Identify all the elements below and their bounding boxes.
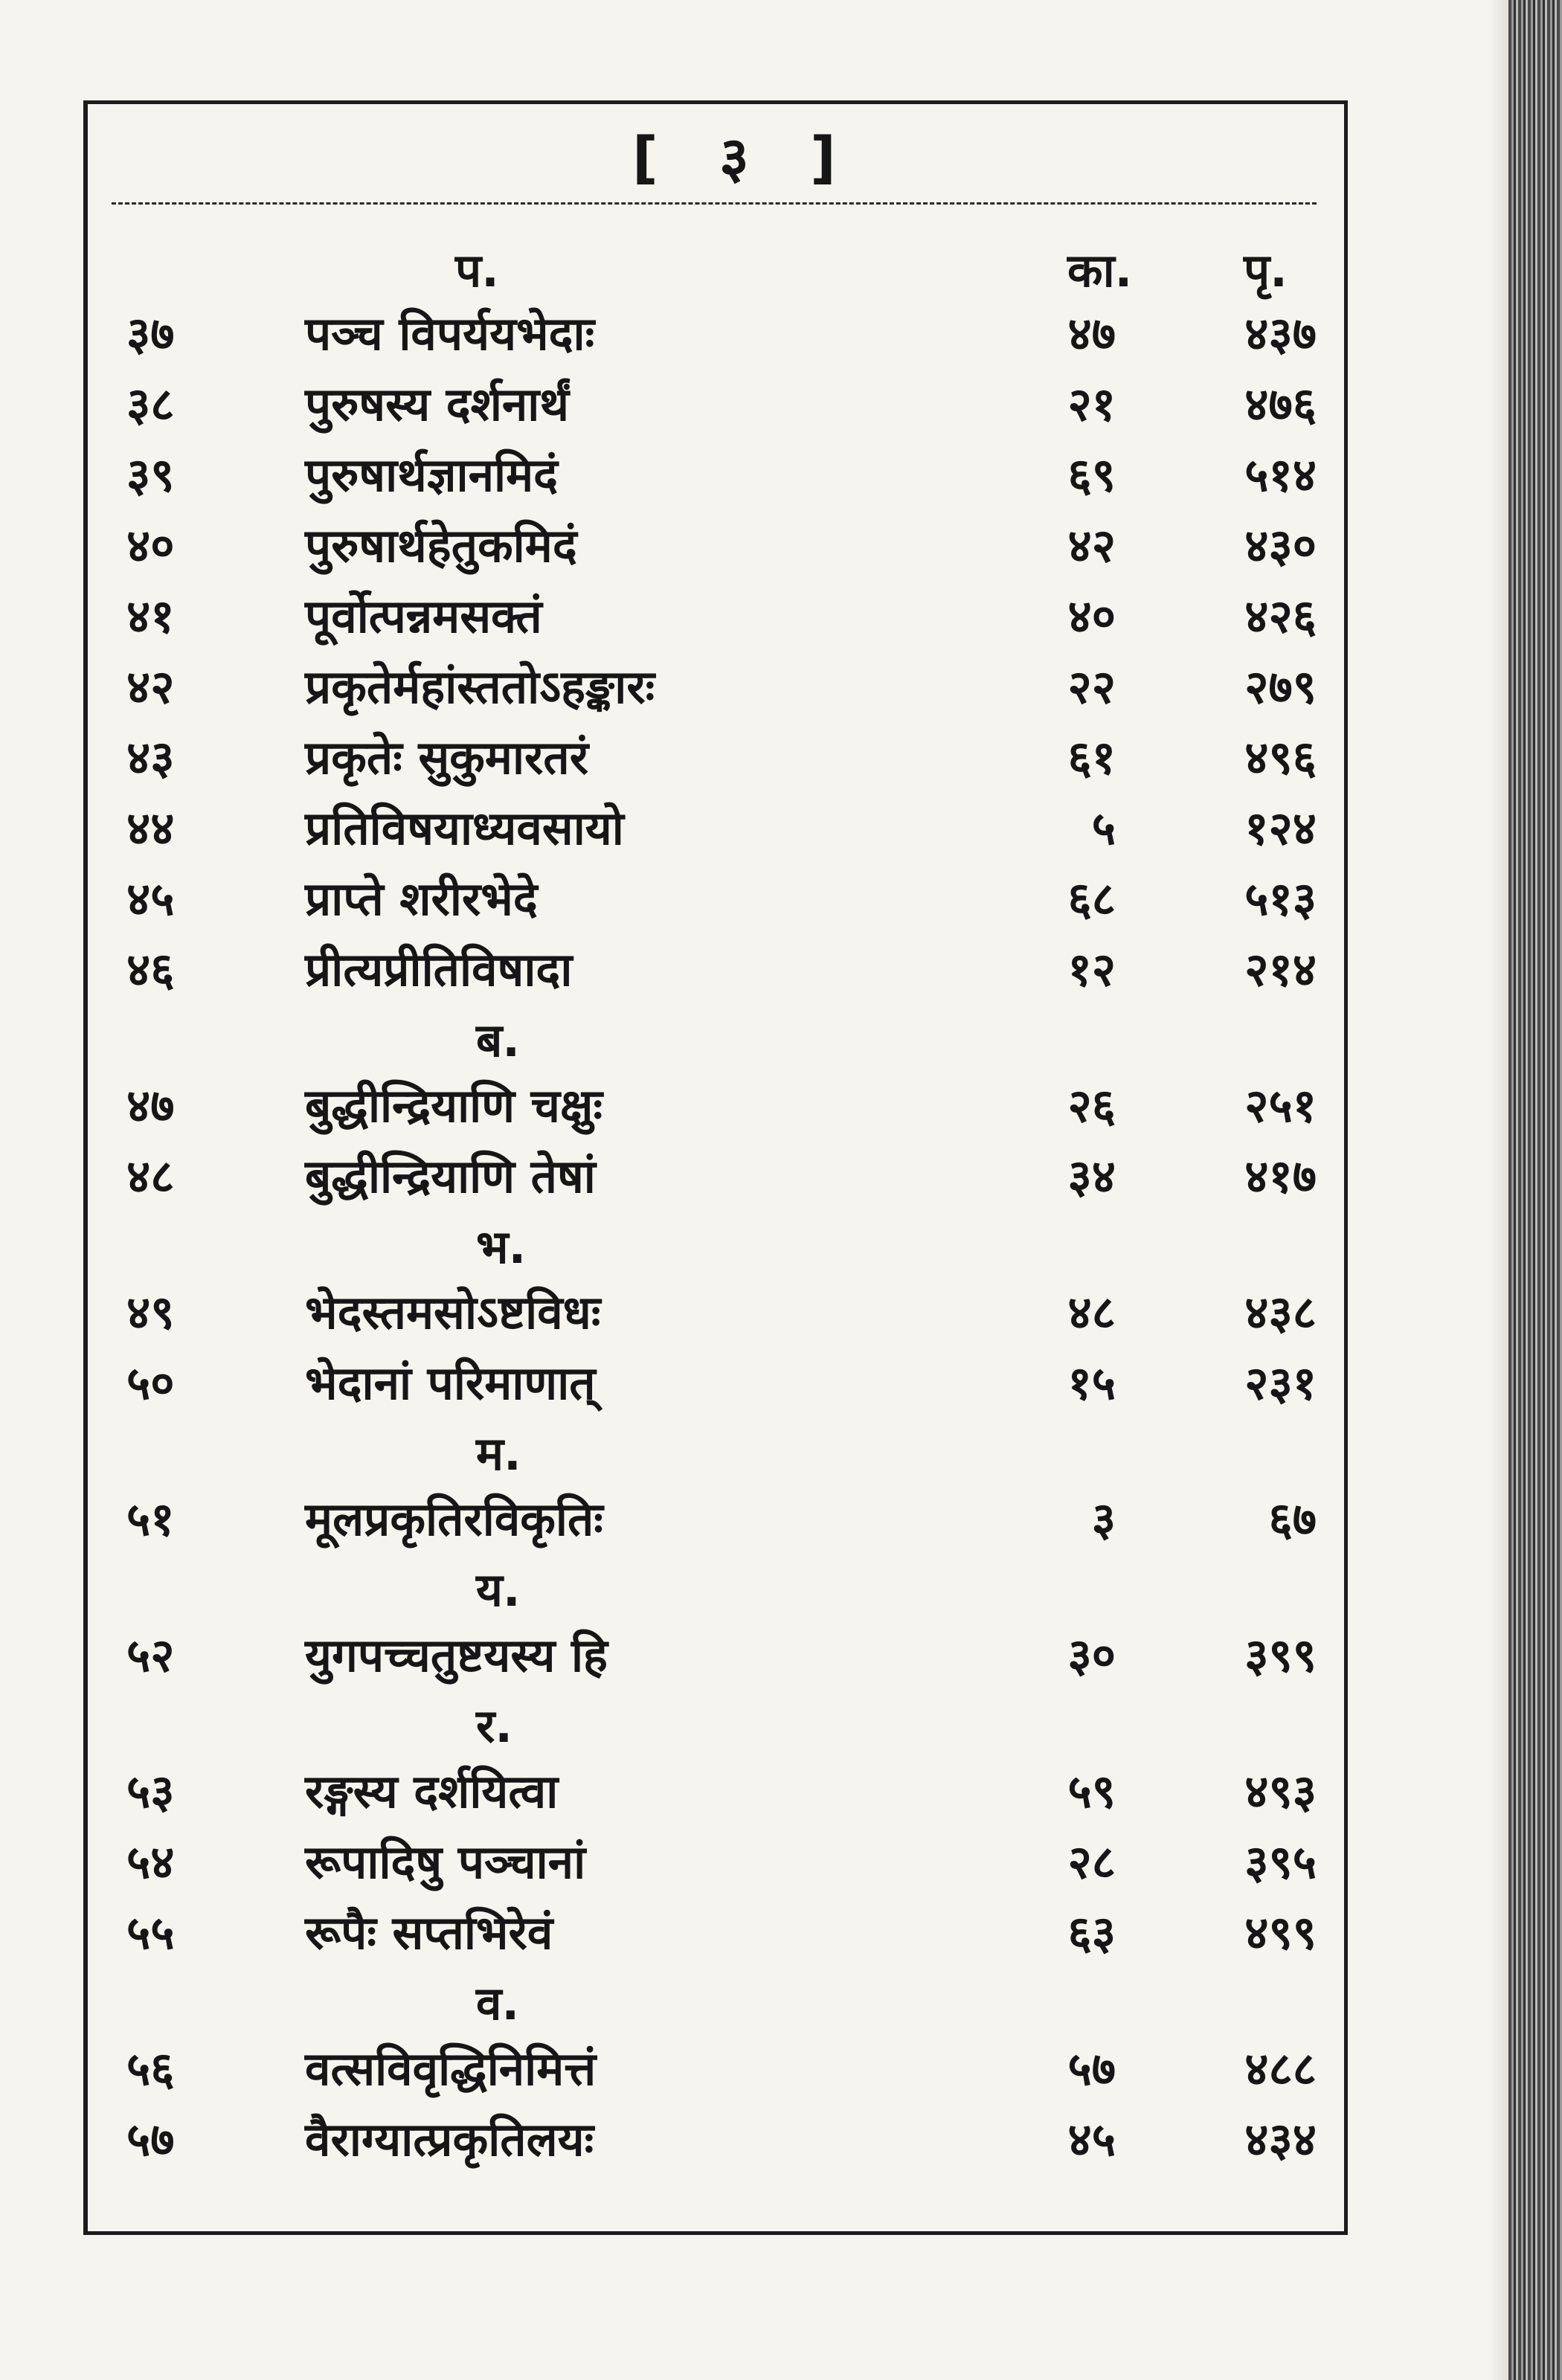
- section-letter: म.: [476, 1427, 521, 1481]
- index-entry-row: [0, 2107, 1413, 2174]
- section-letter-row: [0, 1215, 1413, 1281]
- entry-karika-number: ६९: [1067, 448, 1116, 502]
- entry-number: ४६: [126, 942, 175, 997]
- page-number: [ ३ ]: [632, 124, 857, 190]
- entry-verse-text: मूलप्रकृतिरविकृतिः: [305, 1492, 603, 1546]
- index-entry-row: [0, 1144, 1413, 1211]
- entry-page-number: ५१३: [1244, 872, 1317, 926]
- index-entry-row: [0, 866, 1413, 933]
- entry-verse-text: रङ्गस्य दर्शयित्वा: [305, 1764, 559, 1818]
- wavy-rule: [112, 202, 1317, 209]
- entry-page-number: ४८८: [1244, 2042, 1317, 2096]
- index-entry-row: [0, 513, 1413, 580]
- entry-karika-number: ४८: [1067, 1285, 1116, 1339]
- section-letter-row: [0, 1971, 1413, 2038]
- entry-number: ५३: [126, 1764, 175, 1818]
- index-entry-row: [0, 443, 1413, 509]
- entry-number: ४१: [126, 589, 175, 643]
- entry-page-number: ४३४: [1244, 2112, 1317, 2167]
- entry-number: ४०: [126, 518, 175, 573]
- entry-verse-text: पुरुषार्थज्ञानमिदं: [305, 448, 559, 502]
- entry-karika-number: ६३: [1067, 1905, 1116, 1960]
- section-letter-row: [0, 1421, 1413, 1488]
- index-entry-row: [0, 1280, 1413, 1347]
- entry-number: ४८: [126, 1149, 175, 1203]
- index-entry-row: [0, 1830, 1413, 1897]
- entry-verse-text: बुद्धीन्द्रियाणि तेषां: [305, 1149, 596, 1203]
- entry-karika-number: २२: [1067, 660, 1116, 714]
- entry-number: ५५: [126, 1905, 175, 1960]
- index-entry-row: [0, 584, 1413, 651]
- entry-page-number: १२४: [1244, 801, 1317, 855]
- karika-column-header: का.: [1067, 243, 1133, 298]
- entry-page-number: २७९: [1244, 660, 1317, 714]
- index-entry-row: [0, 1759, 1413, 1826]
- index-entry-row: [0, 2036, 1413, 2103]
- entry-karika-number: २६: [1067, 1078, 1116, 1133]
- section-letter-row: [0, 1694, 1413, 1760]
- section-letter-row: [0, 1557, 1413, 1624]
- entry-page-number: ४९९: [1244, 1905, 1317, 1960]
- entry-number: ४२: [126, 660, 175, 714]
- entry-verse-text: पुरुषार्थहेतुकमिदं: [305, 518, 577, 573]
- entry-page-number: २१४: [1244, 942, 1317, 997]
- binding-shadow: [1488, 0, 1508, 2380]
- section-letter: भ.: [476, 1220, 527, 1274]
- entry-karika-number: ५९: [1067, 1764, 1116, 1818]
- entry-verse-text: प्रकृतेः सुकुमारतरं: [305, 730, 589, 785]
- entry-verse-text: वत्सविवृद्धिनिमित्तं: [305, 2042, 597, 2096]
- entry-page-number: २५१: [1244, 1078, 1317, 1133]
- entry-number: ५७: [126, 2112, 175, 2167]
- book-binding-edge: [1508, 0, 1562, 2380]
- entry-page-number: ४३७: [1244, 306, 1317, 361]
- entry-verse-text: वैराग्यात्प्रकृतिलयः: [305, 2112, 594, 2167]
- entry-karika-number: १२: [1067, 942, 1116, 997]
- entry-page-number: ३९५: [1244, 1835, 1317, 1889]
- entry-verse-text: रूपादिषु पञ्चानां: [305, 1835, 586, 1889]
- entry-verse-text: प्रकृतेर्महांस्ततोऽहङ्कारः: [305, 660, 655, 714]
- entry-number: ५२: [126, 1628, 175, 1682]
- entry-verse-text: प्रीत्यप्रीतिविषादा: [305, 942, 573, 997]
- entry-verse-text: युगपच्चतुष्टयस्य हि: [305, 1628, 608, 1682]
- index-entry-row: [0, 1900, 1413, 1967]
- entry-number: ३७: [126, 306, 175, 361]
- entry-number: ४९: [126, 1285, 175, 1339]
- entry-karika-number: ६१: [1067, 730, 1116, 785]
- section-letter: ब.: [476, 1013, 520, 1067]
- entry-page-number: ४९६: [1244, 730, 1317, 785]
- entry-page-number: ३९९: [1244, 1628, 1317, 1682]
- entry-karika-number: ५: [1091, 801, 1116, 855]
- entry-karika-number: ६८: [1067, 872, 1116, 926]
- entry-verse-text: रूपैः सप्तभिरेवं: [305, 1905, 553, 1960]
- section-letter: व.: [476, 1976, 520, 2030]
- entry-karika-number: ४२: [1067, 518, 1116, 573]
- entry-verse-text: प्राप्ते शरीरभेदे: [305, 872, 538, 926]
- entry-karika-number: ३४: [1067, 1149, 1116, 1203]
- entry-number: ४५: [126, 872, 175, 926]
- index-entry-row: [0, 796, 1413, 863]
- entry-page-number: ५१४: [1244, 448, 1317, 502]
- index-entry-row: [0, 372, 1413, 439]
- section-letter: य.: [476, 1563, 521, 1617]
- entry-number: ५०: [126, 1356, 175, 1410]
- entry-page-number: ४७६: [1244, 377, 1317, 431]
- entry-page-number: ४९३: [1244, 1764, 1317, 1818]
- entry-number: ५४: [126, 1835, 175, 1889]
- entry-karika-number: ५७: [1067, 2042, 1116, 2096]
- section-letter-row: [0, 1008, 1413, 1075]
- index-entry-row: [0, 1487, 1413, 1554]
- entry-page-number: ४३८: [1244, 1285, 1317, 1339]
- entry-page-number: ४३०: [1244, 518, 1317, 573]
- entry-karika-number: ४०: [1067, 589, 1116, 643]
- entry-number: ५१: [126, 1492, 175, 1546]
- entry-number: ४४: [126, 801, 175, 855]
- entry-number: ५६: [126, 2042, 175, 2096]
- section-letter-header: प.: [455, 243, 499, 298]
- index-entry-row: [0, 1073, 1413, 1140]
- entry-page-number: ४१७: [1244, 1149, 1317, 1203]
- index-entry-row: [0, 301, 1413, 368]
- entry-number: ३८: [126, 377, 175, 431]
- entry-verse-text: पूर्वोत्पन्नमसक्तं: [305, 589, 542, 643]
- entry-number: ३९: [126, 448, 175, 502]
- index-entry-row: [0, 654, 1413, 721]
- entry-verse-text: भेदस्तमसोऽष्टविधः: [305, 1285, 601, 1339]
- entry-number: ४७: [126, 1078, 175, 1133]
- index-entry-row: [0, 725, 1413, 792]
- index-entry-row: [0, 1623, 1413, 1690]
- entry-karika-number: ४५: [1067, 2112, 1116, 2167]
- entry-verse-text: भेदानां परिमाणात्: [305, 1356, 596, 1410]
- entry-page-number: ६७: [1268, 1492, 1317, 1546]
- section-letter: र.: [476, 1699, 512, 1753]
- entry-karika-number: १५: [1067, 1356, 1116, 1410]
- entry-verse-text: बुद्धीन्द्रियाणि चक्षुः: [305, 1078, 602, 1133]
- entry-verse-text: प्रतिविषयाध्यवसायो: [305, 801, 624, 855]
- entry-karika-number: ४७: [1067, 306, 1116, 361]
- entry-karika-number: ३०: [1067, 1628, 1116, 1682]
- entry-page-number: २३१: [1244, 1356, 1317, 1410]
- entry-karika-number: ३: [1091, 1492, 1116, 1546]
- entry-number: ४३: [126, 730, 175, 785]
- entry-page-number: ४२६: [1244, 589, 1317, 643]
- index-entry-row: [0, 1351, 1413, 1418]
- entry-karika-number: २८: [1067, 1835, 1116, 1889]
- page-column-header: पृ.: [1244, 243, 1288, 298]
- entry-karika-number: २१: [1067, 377, 1116, 431]
- entry-verse-text: पुरुषस्य दर्शनार्थं: [305, 377, 569, 431]
- entry-verse-text: पञ्च विपर्ययभेदाः: [305, 306, 595, 361]
- index-entry-row: [0, 937, 1413, 1004]
